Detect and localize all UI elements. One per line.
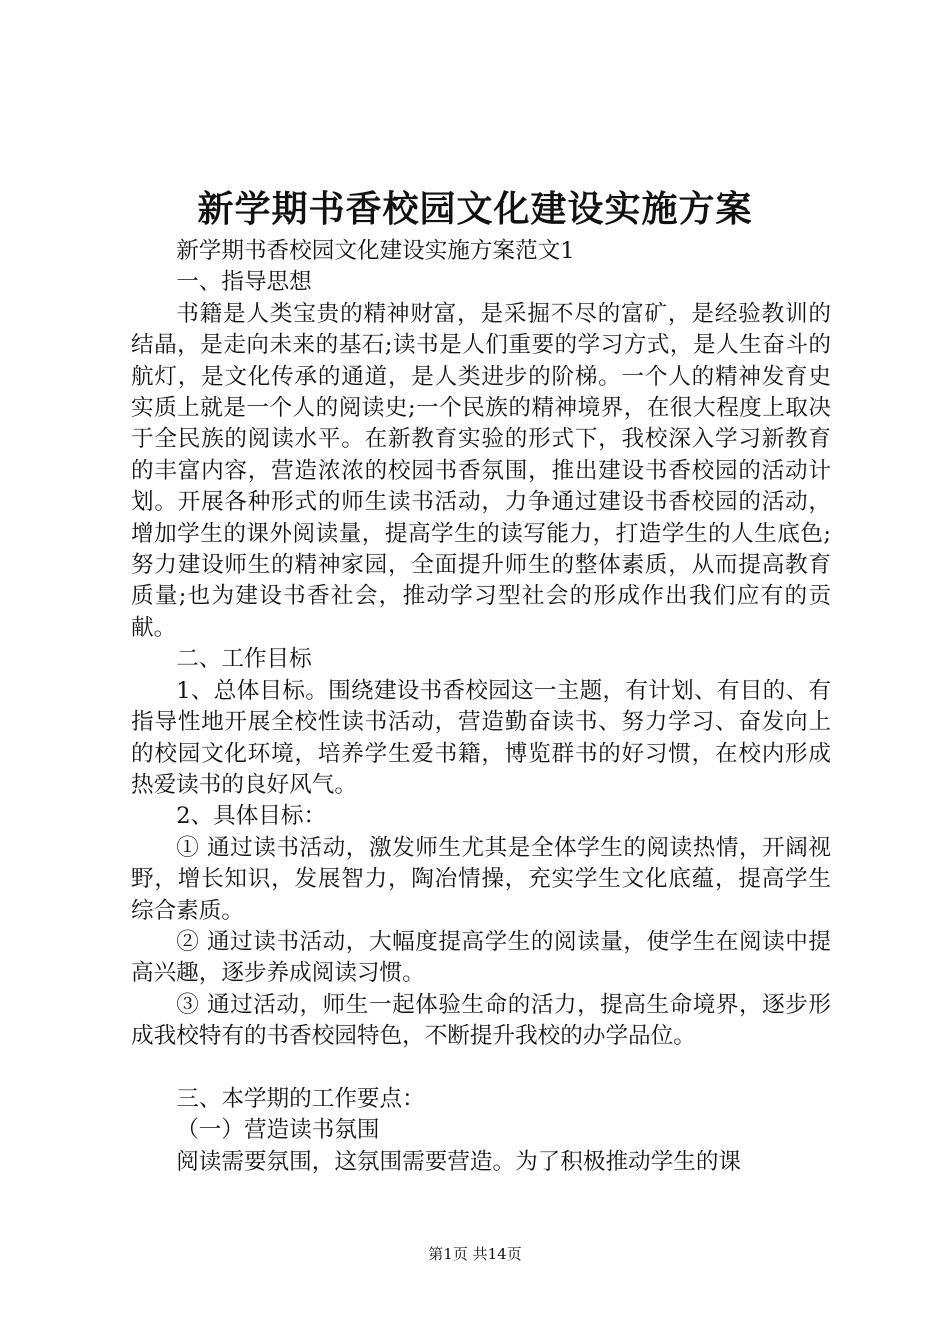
paragraph-specific-goal-2: ② 通过读书活动，大幅度提高学生的阅读量，使学生在阅读中提高兴趣，逐步养成阅读习惯。 <box>131 928 831 987</box>
paragraph-reading-atmosphere: 阅读需要氛围，这氛围需要营造。为了积极推动学生的课 <box>176 1148 742 1175</box>
paragraph-specific-goal-3: ③ 通过活动，师生一起体验生命的活力，提高生命境界，逐步形成我校特有的书香校园特色，不断提升我校的办学品位。 <box>131 991 831 1050</box>
document-body <box>131 236 831 1178</box>
section-heading-work-goals: 二、工作目标 <box>176 646 312 673</box>
section-heading-work-points: 三、本学期的工作要点： <box>176 1085 425 1112</box>
blank-line <box>131 1053 831 1084</box>
page-number-footer: 第1页 共14页 <box>428 1245 522 1263</box>
paragraph-guiding-thought: 书籍是人类宝贵的精神财富，是采掘不尽的富矿，是经验教训的结晶，是走向未来的基石;读书是人们重要的学习方式，是人生奋斗的航灯，是文化传承的通道，是人类进步的阶梯。一个人的精神发育史实质上就是一个人的阅读史;一个民族的精神境界，在很大程度上取决于全民族的阅读水平。在新教育实验的形式下，我校深入学习新教育的丰富内容，营造浓浓的校园书香氛围，推出建设书香校园的活动计划。开展各种形式的师生读书活动，力争通过建设书香校园的活动，增加学生的课外阅读量，提高学生的读写能力，打造学生的人生底色;努力建设师生的精神家园，全面提升师生的整体素质，从而提高教育质量;也为建设书香社会，推动学习型社会的形成作出我们应有的贡献。 <box>131 300 831 641</box>
subsection-heading-reading-atmosphere: （一）营造读书氛围 <box>176 1117 380 1144</box>
paragraph-specific-goal-1: ① 通过读书活动，激发师生尤其是全体学生的阅读热情，开阔视野，增长知识，发展智力，陶冶情操，充实学生文化底蕴，提高学生综合素质。 <box>131 834 831 924</box>
paragraph-subtitle: 新学期书香校园文化建设实施方案范文1 <box>176 238 575 264</box>
paragraph-specific-goals-heading: 2、具体目标： <box>176 803 327 830</box>
document-title: 新学期书香校园文化建设实施方案 <box>197 188 753 230</box>
section-heading-guiding-thought: 一、指导思想 <box>176 269 312 296</box>
paragraph-overall-goal: 1、总体目标。围绕建设书香校园这一主题，有计划、有目的、有指导性地开展全校性读书活动，营造勤奋读书、努力学习、奋发向上的校园文化环境，培养学生爱书籍，博览群书的好习惯，在校内形成热爱读书的良好风气。 <box>131 677 831 798</box>
